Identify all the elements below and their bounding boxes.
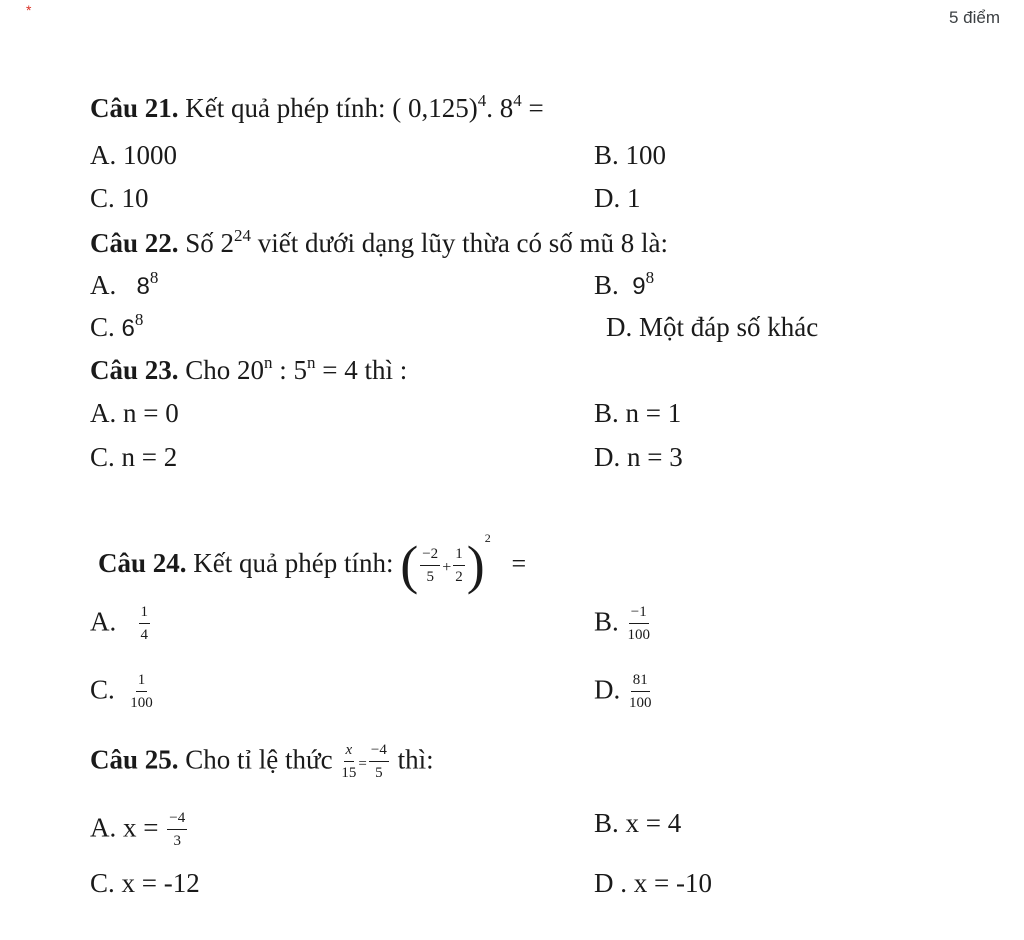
q21-option-a[interactable]: A. 1000: [90, 140, 177, 170]
q24-option-a[interactable]: A. $\frac{1}{4}$: [90, 604, 148, 644]
question-23-label: Câu 23.: [90, 355, 179, 385]
q22-option-a[interactable]: A. $8^8$: [90, 268, 159, 300]
q21-option-b[interactable]: B. 100: [594, 140, 667, 170]
question-23-text: Cho 20$^n$ : $5^n = 4$ thì :: [185, 353, 408, 385]
q23-option-a[interactable]: A. n = 0: [90, 398, 179, 428]
q21-option-c[interactable]: C. 10: [90, 183, 149, 213]
question-24-text: Kết quả phép tính:: [193, 548, 394, 578]
question-24-label: Câu 24.: [98, 548, 187, 578]
q25-option-b[interactable]: B. x = 4: [594, 808, 682, 838]
question-23: [90, 353, 408, 385]
q24-option-c[interactable]: C. $\frac{1}{100}$: [90, 672, 153, 712]
q23-option-c[interactable]: C. n = 2: [90, 442, 178, 472]
q25-option-c[interactable]: C. x = -12: [90, 868, 200, 898]
question-21-expression: ( 0,125)$^4$. $8^4$ =: [392, 91, 544, 123]
question-24: [98, 531, 527, 596]
question-21-label: Câu 21.: [90, 93, 179, 123]
question-21: [90, 91, 544, 123]
question-22: [90, 226, 669, 258]
q22-option-b[interactable]: B. $9^8$: [594, 268, 655, 300]
q24-option-d[interactable]: D. $\frac{81}{100}$: [594, 672, 652, 712]
q23-option-d[interactable]: D. n = 3: [594, 442, 683, 472]
question-22-text: Số $2^{24}$ viết dưới dạng lũy thừa có số mũ 8 là:: [185, 226, 669, 258]
question-25: [90, 742, 434, 783]
q22-option-c[interactable]: C. $6^8$: [90, 310, 144, 342]
points-label: 5 điểm: [948, 8, 1000, 27]
question-25-text: Cho tỉ lệ thức: [185, 744, 333, 775]
q21-option-d[interactable]: D. 1: [594, 183, 641, 213]
q25-option-a[interactable]: A. x = $\frac{-4}{3}$: [90, 810, 186, 850]
q25-option-d[interactable]: D . x = -10: [594, 868, 712, 898]
question-22-label: Câu 22.: [90, 228, 179, 258]
question-25-text-end: thì:: [397, 744, 434, 775]
question-25-expression: $\frac{x}{15}$ = $\frac{-4}{5}$: [341, 742, 387, 782]
q24-option-b[interactable]: B. $\frac{-1}{100}$: [594, 604, 651, 644]
required-asterisk: *: [26, 2, 32, 18]
question-25-label: Câu 25.: [90, 744, 179, 775]
q23-option-b[interactable]: B. n = 1: [594, 398, 682, 428]
question-24-expression: ( $\frac{-2}{5}$ + $\frac{1}{2}$ )$^2$ =: [400, 531, 527, 596]
question-21-text: Kết quả phép tính:: [185, 93, 386, 123]
q22-option-d[interactable]: D. Một đáp số khác: [606, 312, 819, 342]
